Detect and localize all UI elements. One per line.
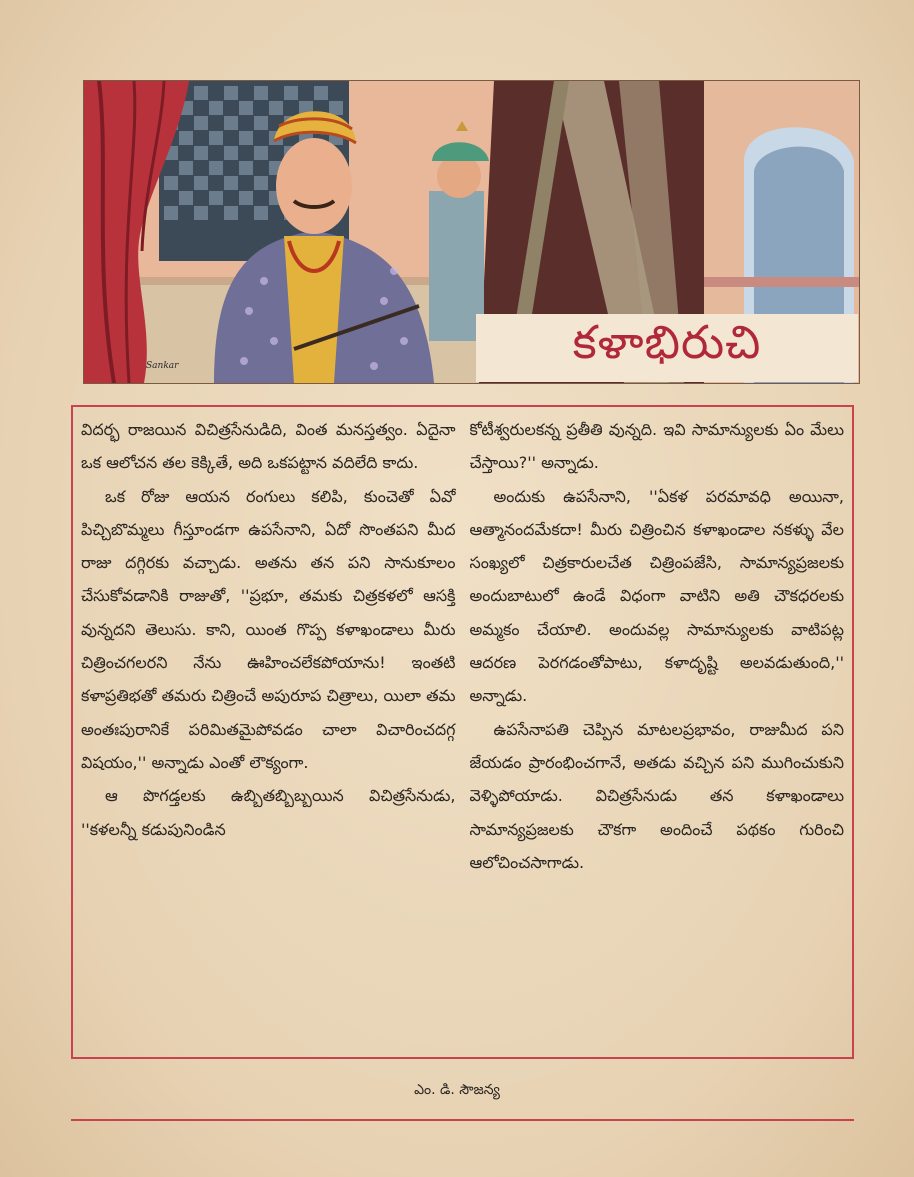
paragraph: కోటీశ్వరులకన్న ప్రతీతి వున్నది. ఇవి సామాన్యులకు ఏం మేలు చేస్తాయి?'' అన్నాడు. bbox=[469, 420, 844, 473]
story-credit: ఎం. డి. సౌజన్య bbox=[414, 1082, 500, 1098]
story-title-panel bbox=[476, 314, 858, 382]
story-title: కళాభిరుచి bbox=[572, 315, 762, 369]
paragraph: అందుకు ఉపసేనాని, ''ఏకళ పరమావధి అయినా, ఆత్మానందమేకదా! మీరు చిత్రించిన కళాఖండాల నకళ్ళు వేల సంఖ్యలో చిత్రకారులచేత చిత్రింపజేసి, సామాన్యప్రజలకు అందుబాటులో ఉండే విధంగా వాటిని అతి చౌకధరలకు అమ్మకం చేయాలి. అందువల్ల సామాన్యులకు వాటిపట్ల ఆదరణ పెరగడంతోపాటు, కళాదృష్టి అలవడుతుంది,'' అన్నాడు. bbox=[469, 486, 844, 706]
paragraph: ఒక రోజు ఆయన రంగులు కలిపి, కుంచెతో ఏవో పిచ్చిబొమ్మలు గీస్తూండగా ఉపసేనాని, ఏదో సొంతపని మీద రాజు దగ్గిరకు వచ్చాడు. అతను తన పని సానుకూలం చేసుకోవడానికి రాజుతో, ''ప్రభూ, తమకు చిత్రకళలో ఆసక్తి వున్నదని తెలుసు. కాని, యింత గొప్ప కళాఖండాలు మీరు చిత్రించగలరని నేను ఊహించలేకపోయాను! ఇంతటి కళాప్రతిభతో తమరు చిత్రించే అపురూప చిత్రాలు, యిలా తమ అంతఃపురానికే పరిమితమైపోవడం చాలా విచారించదగ్గ విషయం,'' అన్నాడు ఎంతో లౌక్యంగా. bbox=[81, 486, 456, 772]
bottom-divider bbox=[71, 1119, 854, 1121]
paragraph: ఆ పొగడ్తలకు ఉబ్బితబ్బిబ్బయిన విచిత్రసేనుడు, ''కళలన్నీ కడుపునిండిన bbox=[81, 786, 456, 839]
paragraph: విదర్భ రాజయిన విచిత్రసేనుడిది, వింత మనస్తత్వం. ఏదైనా ఒక ఆలోచన తల కెక్కితే, అది ఒకపట్టాన వదిలేది కాదు. bbox=[81, 420, 456, 473]
story-column-left bbox=[81, 413, 456, 1057]
story-text-box bbox=[71, 405, 854, 1059]
artist-signature: Sankar bbox=[146, 361, 179, 371]
paragraph: ఉపసేనాపతి చెప్పిన మాటలప్రభావం, రాజుమీద పని జేయడం ప్రారంభించగానే, అతడు వచ్చిన పని ముగించుకుని వెళ్ళిపోయాడు. విచిత్రసేనుడు తన కళాఖండాలు సామాన్యప్రజలకు చౌకగా అందించే పథకం గురించి ఆలోచించసాగాడు. bbox=[469, 719, 844, 872]
story-column-right bbox=[470, 413, 845, 1057]
